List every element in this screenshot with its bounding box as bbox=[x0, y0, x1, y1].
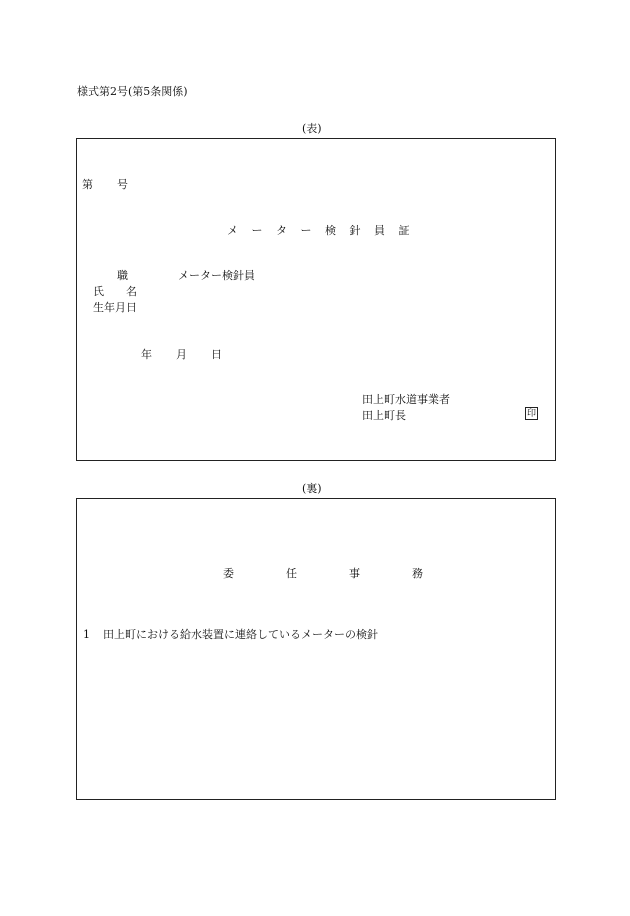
form-number: 様式第2号(第5条関係) bbox=[77, 85, 188, 98]
date-year-label: 年 bbox=[141, 348, 152, 361]
duty-item bbox=[83, 629, 378, 640]
issue-date bbox=[141, 349, 222, 360]
delegated-duties-title: 委任事務 bbox=[223, 567, 475, 580]
name-label: 氏名 bbox=[93, 285, 159, 298]
issuer-head: 田上町長 bbox=[362, 409, 406, 422]
date-month-label: 月 bbox=[176, 348, 187, 361]
back-card bbox=[76, 498, 556, 800]
back-side-label: (裏) bbox=[302, 482, 322, 495]
issuer-organization: 田上町水道事業者 bbox=[362, 393, 450, 406]
seal-stamp-box: 印 bbox=[526, 409, 536, 419]
position-value: メーター検針員 bbox=[178, 269, 255, 282]
position-label: 職 bbox=[117, 269, 128, 282]
birthdate-label: 生年月日 bbox=[93, 301, 137, 314]
duty-item-text: 田上町における給水装置に連絡しているメーターの検針 bbox=[103, 628, 378, 641]
card-number: 第号 bbox=[82, 178, 152, 191]
date-day-label: 日 bbox=[211, 348, 222, 361]
duty-item-number: 1 bbox=[83, 628, 90, 641]
front-card bbox=[76, 138, 556, 461]
front-side-label: (表) bbox=[302, 122, 322, 135]
card-title: メーター検針員証 bbox=[227, 224, 423, 237]
